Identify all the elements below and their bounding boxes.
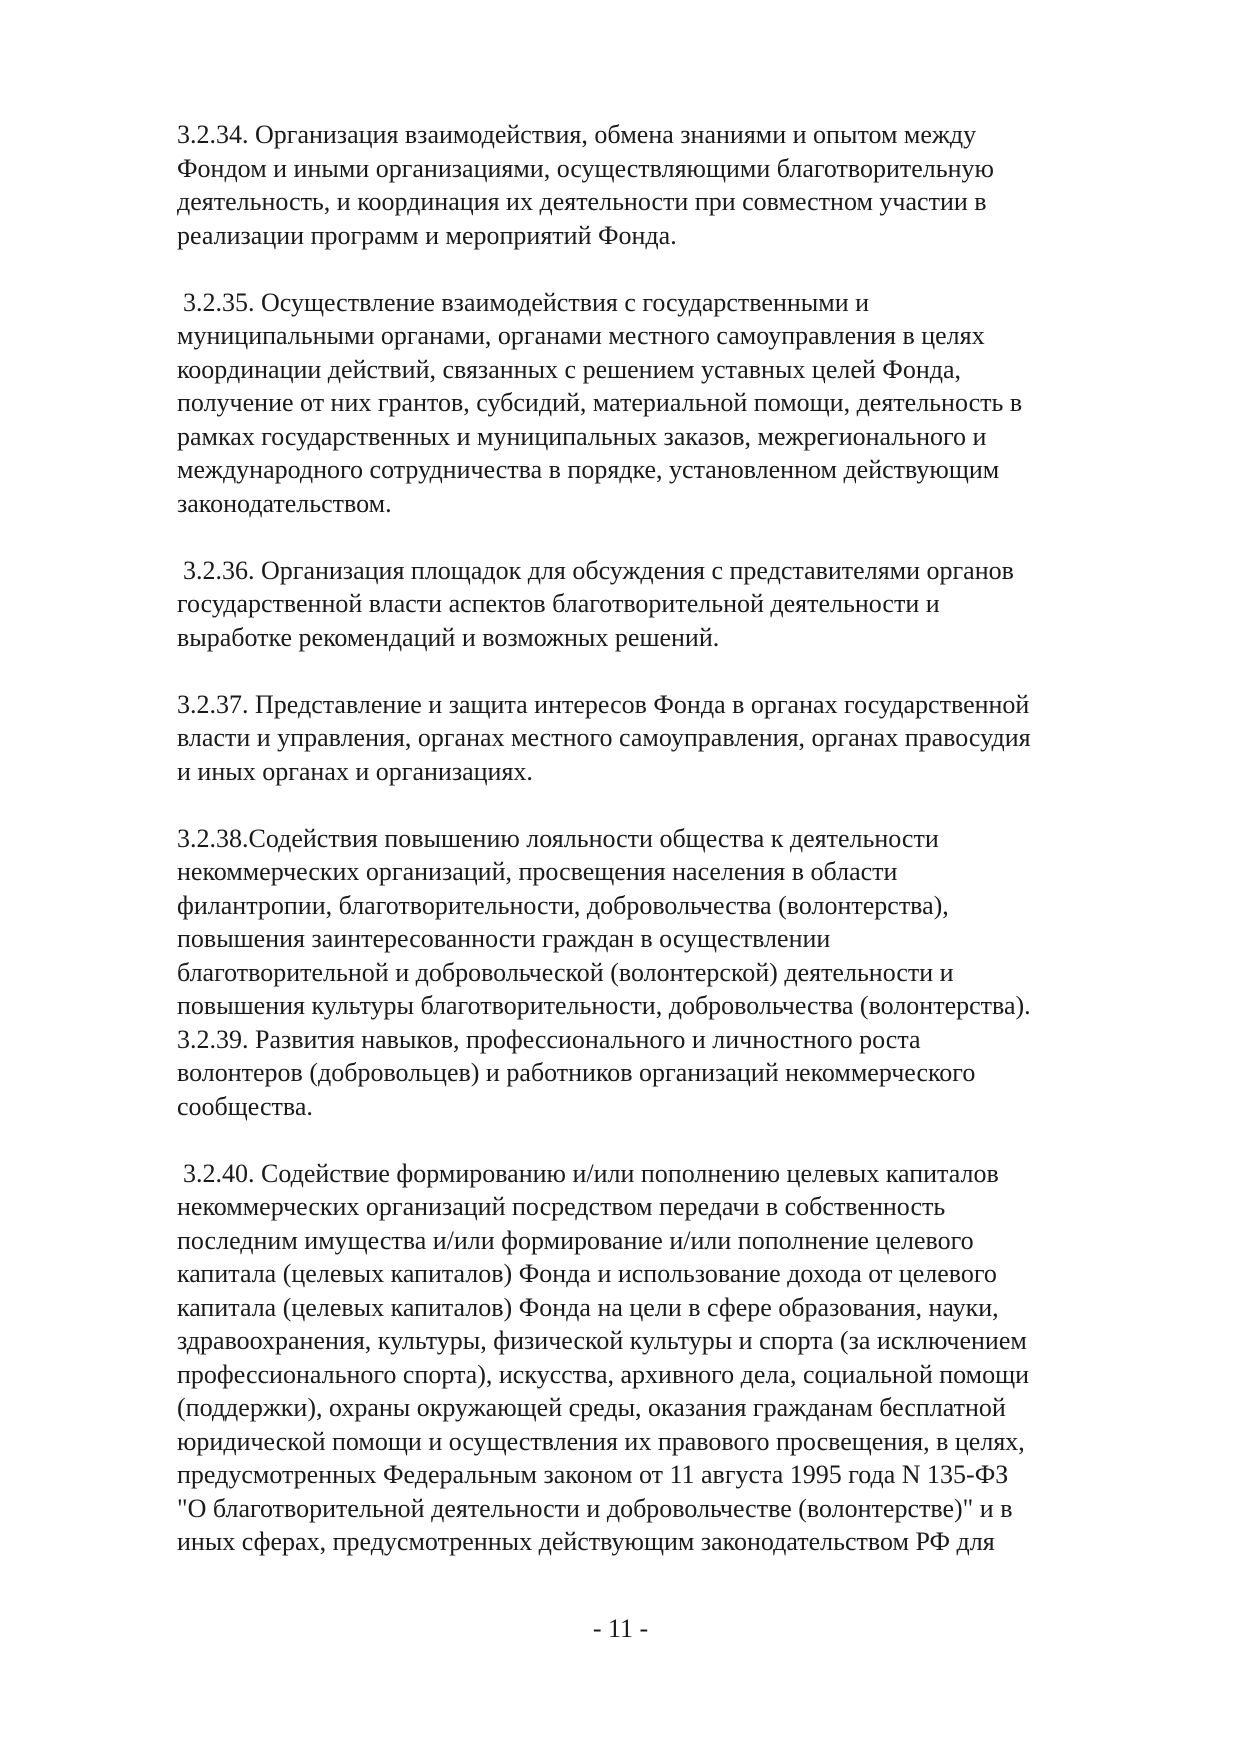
- clause-3-2-35: [177, 286, 1167, 521]
- text-line: "О благотворительной деятельности и добровольчестве (волонтерстве)" и в: [177, 1493, 1013, 1523]
- text-line: законодательством.: [177, 488, 392, 518]
- text-line: 3.2.40. Содействие формированию и/или пополнению целевых капиталов: [183, 1158, 999, 1188]
- text-line: муниципальными органами, органами местного самоуправления в целях: [177, 321, 985, 350]
- text-line: повышения культуры благотворительности, добровольчества (волонтерства).: [177, 991, 1031, 1020]
- clause-3-2-39: [177, 1023, 1167, 1124]
- text-line: повышения заинтересованности граждан в осуществлении: [177, 924, 831, 953]
- text-line: сообщества.: [177, 1091, 313, 1121]
- clause-3-2-34: [177, 118, 1167, 252]
- text-line: юридической помощи и осуществления их правового просвещения, в целях,: [177, 1426, 1025, 1456]
- clause-3-2-38: [177, 822, 1167, 1023]
- text-line: выработке рекомендаций и возможных решений.: [177, 622, 720, 652]
- clause-3-2-37: [177, 688, 1167, 789]
- clause-3-2-40: [177, 1157, 1167, 1559]
- text-line: 3.2.36. Организация площадок для обсуждения с представителями органов: [183, 555, 1014, 585]
- text-line: государственной власти аспектов благотворительной деятельности и: [177, 589, 940, 618]
- text-line: капитала (целевых капиталов) Фонда и использование дохода от целевого: [177, 1259, 997, 1288]
- text-line: и иных органах и организациях.: [177, 756, 533, 786]
- text-line: власти и управления, органах местного самоуправления, органах правосудия: [177, 723, 1031, 752]
- text-line: предусмотренных Федеральным законом от 11 августа 1995 года N 135-ФЗ: [177, 1460, 1009, 1489]
- text-line: 3.2.35. Осуществление взаимодействия с государственными и: [183, 287, 870, 317]
- text-line: некоммерческих организаций, просвещения населения в области: [177, 857, 898, 886]
- clause-3-2-36: [177, 554, 1167, 655]
- text-line: 3.2.37. Представление и защита интересов Фонда в органах государственной: [177, 689, 1030, 719]
- text-line: рамках государственных и муниципальных заказов, межрегионального и: [177, 421, 987, 451]
- text-line: филантропии, благотворительности, добровольчества (волонтерства),: [177, 890, 949, 920]
- text-line: некоммерческих организаций посредством передачи в собственность: [177, 1192, 946, 1221]
- text-line: деятельность, и координация их деятельности при совместном участии в: [177, 187, 987, 216]
- text-line: (поддержки), охраны окружающей среды, оказания гражданам бесплатной: [177, 1393, 1006, 1422]
- text-line: профессионального спорта), искусства, архивного дела, социальной помощи: [177, 1359, 1030, 1389]
- text-line: 3.2.38.Содействия повышению лояльности общества к деятельности: [177, 823, 939, 853]
- page-number: - 11 -: [592, 1614, 649, 1643]
- document-body: [177, 118, 1167, 1592]
- text-line: реализации программ и мероприятий Фонда.: [177, 220, 677, 250]
- text-line: благотворительной и добровольческой (волонтерской) деятельности и: [177, 957, 954, 987]
- text-line: иных сферах, предусмотренных действующим законодательством РФ для: [177, 1527, 995, 1556]
- text-line: Фондом и иными организациями, осуществляющими благотворительную: [177, 153, 994, 183]
- text-line: получение от них грантов, субсидий, материальной помощи, деятельность в: [177, 388, 1023, 417]
- text-line: здравоохранения, культуры, физической культуры и спорта (за исключением: [177, 1326, 1027, 1355]
- text-line: последним имущества и/или формирование и/или пополнение целевого: [177, 1225, 974, 1255]
- text-line: 3.2.34. Организация взаимодействия, обмена знаниями и опытом между: [177, 120, 977, 149]
- text-line: координации действий, связанных с решением уставных целей Фонда,: [177, 354, 962, 384]
- text-line: 3.2.39. Развития навыков, профессионального и личностного роста: [177, 1024, 921, 1054]
- text-line: капитала (целевых капиталов) Фонда на цели в сфере образования, науки,: [177, 1292, 999, 1322]
- text-line: международного сотрудничества в порядке, установленном действующим: [177, 455, 1000, 484]
- text-line: волонтеров (добровольцев) и работников организаций некоммерческого: [177, 1058, 976, 1087]
